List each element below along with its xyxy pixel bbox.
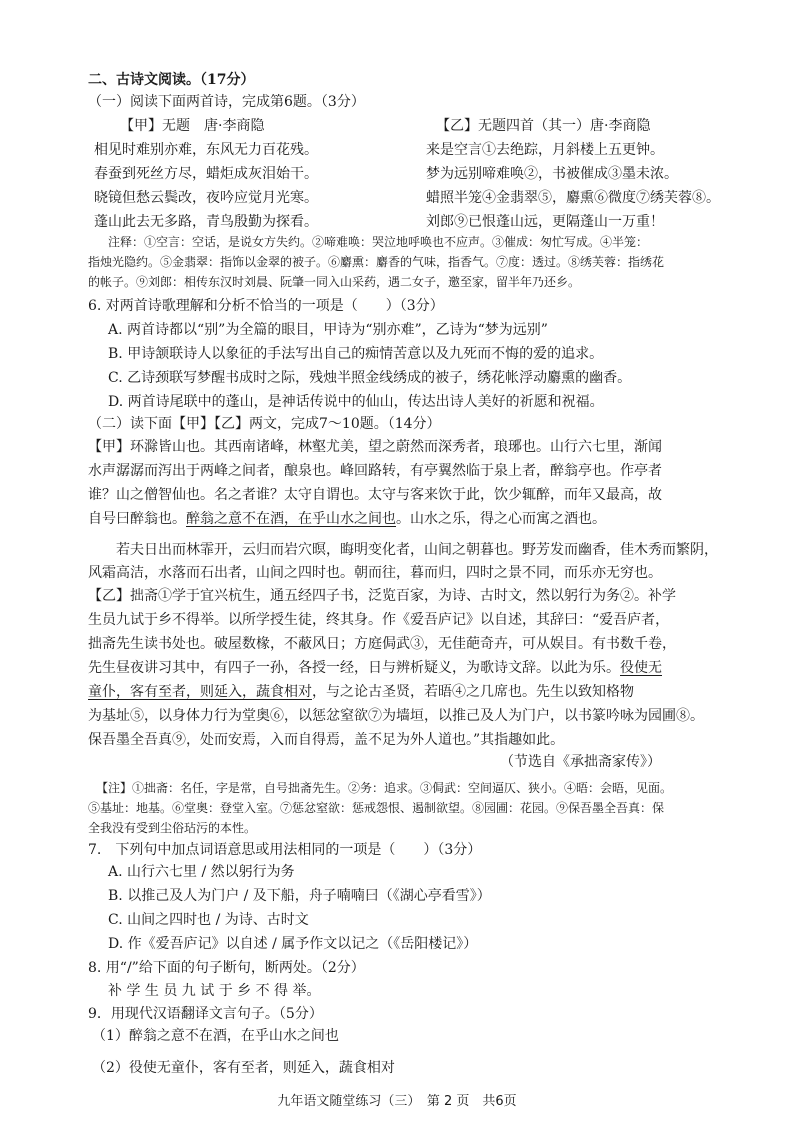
poem-a <box>94 116 318 232</box>
text-b-segment: 先生昼夜讲习其中，有四子一孙，各授一经，日与辨析疑义，为歌诗文辞。以此为乐。 <box>88 660 620 676</box>
poem-b-line: 梦为远别啼难唤②，书被催成③墨未浓。 <box>426 166 678 182</box>
question-7-option-b: B. 以推己及人为门户 / 及下船，舟子喃喃曰（《湖心亭看雪》） <box>108 888 491 904</box>
text-a-segment: 自号曰醉翁也。 <box>88 511 186 527</box>
question-6-option-a: A. 两首诗都以“别”为全篇的眼目，甲诗为“别亦难”，乙诗为“梦为远别” <box>108 322 548 338</box>
question-7-stem: 7. 下列句中加点词语意思或用法相同的一项是（ ）（3分） <box>88 842 482 858</box>
poem-b-line: 来是空言①去绝踪，月斜楼上五更钟。 <box>426 142 664 158</box>
text-a-line <box>88 509 606 529</box>
text-b-line <box>88 682 634 702</box>
text-b-notes-line: ⑤基址：地基。⑥堂奥：登堂入室。⑦惩忿窒欲：惩戒怨恨、遏制欲望。⑧园圃：花园。⑨保吾墨全吾真：保 <box>88 801 665 815</box>
text-b-segment: ，与之论古圣贤，若晤④之几席也。先生以致知格物 <box>312 684 634 700</box>
text-b-line: 为基址⑤，以身体力行为堂奥⑥，以惩忿窒欲⑦为墙垣，以推己及人为门户，以书篆吟咏为园圃⑧。 <box>88 708 704 724</box>
underlined-sentence-servants-end: 童仆，客有至者，则延入，蔬食相对 <box>88 684 312 700</box>
part2-heading: （二）读下面【甲】【乙】两文，完成7～10题。（14分） <box>88 416 441 432</box>
text-b-line: 【乙】拙斋①学于宜兴杭生，通五经四子书，泛览百家，为诗、古时文，然以躬行为务②。补学 <box>88 588 676 604</box>
text-b-notes-line: 【注】①拙斋：名任，字是常，自号拙斋先生。②务：追求。③侷武：空间逼仄、狭小。④晤：会晤，见面。 <box>96 781 673 795</box>
poem-b <box>426 116 720 232</box>
poem-notes-line: 注释：①空言：空话，是说女方失约。②啼难唤：哭泣地呼唤也不应声。③催成：匆忙写成。④半笼： <box>108 235 649 249</box>
question-6-option-c: C. 乙诗颈联写梦醒书成时之际，残烛半照金线绣成的被子，绣花帐浮动麝熏的幽香。 <box>108 370 632 386</box>
text-a-line: 风霜高洁，水落而石出者，山间之四时也。朝而往，暮而归，四时之景不同，而乐亦无穷也。 <box>88 565 662 581</box>
poem-a-line: 春蚕到死丝方尽，蜡炬成灰泪始干。 <box>94 166 318 182</box>
question-6-option-d: D. 两首诗尾联中的蓬山，是神话传说中的仙山，传达出诗人美好的祈愿和祝福。 <box>108 394 604 410</box>
question-8-sentence: 补 学 生 员 九 试 于 乡 不 得 举。 <box>108 983 321 999</box>
text-a-line: 谁？山之僧智仙也。名之者谁？太守自谓也。太守与客来饮于此，饮少辄醉，而年又最高，故 <box>88 487 662 503</box>
question-9-stem: 9．用现代汉语翻译文言句子。（5分） <box>88 1006 323 1022</box>
poem-b-line: 刘郎⑨已恨蓬山远，更隔蓬山一万重！ <box>426 214 664 230</box>
question-7-option-d: D. 作《爱吾庐记》以自述 / 属予作文以记之（《岳阳楼记》） <box>108 936 478 952</box>
question-9-item-2: （2）役使无童仆，客有至者，则延入，蔬食相对 <box>92 1060 395 1076</box>
question-6-stem: 6. 对两首诗歌理解和分析不恰当的一项是（ ）（3分） <box>88 298 444 314</box>
text-a-line: 【甲】环滁皆山也。其西南诸峰，林壑尤美，望之蔚然而深秀者，琅琊也。山行六七里，渐闻 <box>88 439 662 455</box>
question-8-stem: 8. 用“/”给下面的句子断句，断两处。（2分） <box>88 960 365 976</box>
question-7-option-c: C. 山间之四时也 / 为诗、古时文 <box>108 912 309 928</box>
text-a-line: 若夫日出而林霏开，云归而岩穴暝，晦明变化者，山间之朝暮也。野芳发而幽香，佳木秀而繁阴， <box>88 542 718 558</box>
question-9-item-1: （1）醉翁之意不在酒，在乎山水之间也 <box>92 1028 339 1044</box>
section-title: 二、古诗文阅读。（17分） <box>88 72 255 88</box>
text-b-line: 拙斋先生读书处也。破屋数椽，不蔽风日；方庭侷武③，无佳葩奇卉，可从娱目。有书数千卷， <box>88 636 676 652</box>
poem-b-title: 【乙】无题四首（其一）唐·李商隐 <box>436 118 651 134</box>
question-7-option-a: A. 山行六七里 / 然以躬行为务 <box>108 864 295 880</box>
poem-b-line: 蜡照半笼④金翡翠⑤，麝熏⑥微度⑦绣芙蓉⑧。 <box>426 190 720 206</box>
page-footer: 九年语文随堂练习（三） 第 2 页 共6页 <box>277 1094 517 1109</box>
text-a-line: 水声潺潺而泻出于两峰之间者，酿泉也。峰回路转，有亭翼然临于泉上者，醉翁亭也。作亭者 <box>88 463 662 479</box>
text-b-line: 保吾墨全吾真⑨，处而安焉，入而自得焉，盖不足为外人道也。”其指趣如此。 <box>88 732 565 748</box>
poem-notes-line: 指烛光隐约。⑤金翡翠：指饰以金翠的被子。⑥麝熏：麝香的气味，指香气。⑦度：透过。⑧绣芙蓉：指绣花 <box>88 255 665 269</box>
text-b-line: 生员九试于乡不得举。以所学授生徒，终其身。作《爱吾庐记》以自述，其辞曰：“爱吾庐者， <box>88 612 670 628</box>
text-b-source: （节选自《承拙斋家传》） <box>500 754 661 770</box>
underlined-sentence-servants-start: 役使无 <box>620 660 662 676</box>
text-b-notes-line: 全我没有受到尘俗玷污的本性。 <box>88 821 257 835</box>
poem-a-title: 【甲】无题 唐·李商隐 <box>120 118 265 134</box>
poem-a-line: 相见时难别亦难，东风无力百花残。 <box>94 142 318 158</box>
underlined-sentence-drunk: 醉翁之意不在酒，在乎山水之间也 <box>186 511 396 527</box>
poem-a-line: 晓镜但愁云鬓改，夜吟应觉月光寒。 <box>94 190 318 206</box>
poem-a-line: 蓬山此去无多路，青鸟殷勤为探看。 <box>94 214 318 230</box>
text-b-line <box>88 658 662 678</box>
text-a-segment: 。山水之乐，得之心而寓之酒也。 <box>396 511 606 527</box>
question-6-option-b: B. 甲诗颔联诗人以象征的手法写出自己的痴情苦意以及九死而不悔的爱的追求。 <box>108 346 604 362</box>
part1-heading: （一）阅读下面两首诗，完成第6题。（3分） <box>88 94 365 110</box>
poem-notes-line: 的帐子。⑨刘郎：相传东汉时刘晨、阮肇一同入山采药，遇二女子，邀至家，留半年乃还乡。 <box>88 275 581 289</box>
